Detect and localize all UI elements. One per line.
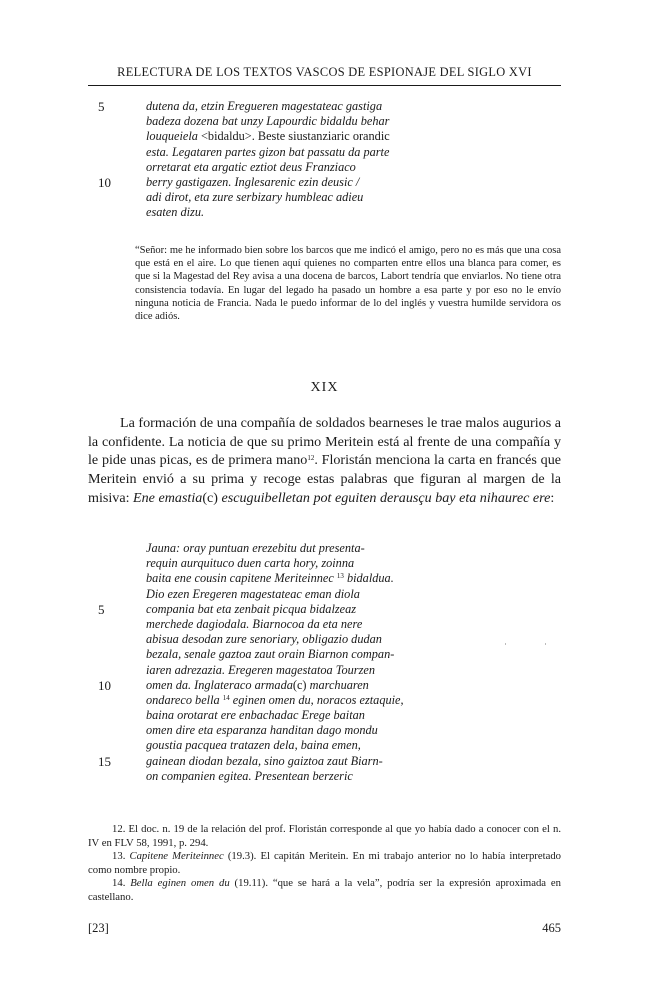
verse-text: merchede dagiodala. Biarnocoa da eta nere <box>146 616 363 631</box>
verse-text: Jauna: oray puntuan erezebitu dut presenta- <box>146 541 365 555</box>
verse-text: gainean diodan bezala, sino gaiztoa zaut Biarn- <box>146 753 383 768</box>
line-number: 15 <box>98 753 111 769</box>
verse-line <box>88 541 561 556</box>
verse-line <box>88 678 561 693</box>
verse-line <box>88 602 561 617</box>
verse-text: compania bat eta zenbait picqua bidalzeaz <box>146 601 357 616</box>
page-number: 465 <box>542 921 561 935</box>
verse-line <box>88 175 561 190</box>
verse-line <box>88 160 561 175</box>
footnote-number: 13. <box>112 850 130 863</box>
line-number: 10 <box>98 677 111 693</box>
footnote <box>88 877 561 904</box>
verse-line <box>88 99 561 114</box>
verse-line <box>88 205 561 220</box>
verse-line <box>88 617 561 632</box>
verse-text: baina orotarat ere enbachadac Erege baitan <box>146 708 365 723</box>
body-paragraph <box>88 414 561 508</box>
scan-speck <box>545 643 546 645</box>
verse-line <box>88 693 561 708</box>
translation-text: “Señor: me he informado bien sobre los barcos que me indicó el amigo, pero no es más que una cosa que está en el aire. Lo que tienen aquí quienes no comparten entre ellos una blanca para comer, es que si la Magestad del Rey avisa a una docena de barcos, Labort tendría que enviarlos. No tiene otra consistencia todavía. En lugar del legado ha pasado un hombre a esa parte y por eso no le envío ninguna noticia de Francia. Nada le puedo informar de lo del inglés y vuestra humilde servidora os dice adiós. <box>135 245 561 323</box>
footnote-number: 14. <box>112 877 131 890</box>
verse-text: badeza dozena bat unzy Lapourdic bidaldu behar <box>146 114 390 129</box>
verse-text: adi dirot, eta zure serbizary humbleac adieu <box>146 190 364 205</box>
verse-line <box>88 190 561 205</box>
verse-line <box>88 556 561 571</box>
body-text: (c) <box>202 489 218 506</box>
verse-text: berry gastigazen. Inglesarenic ezin deusic / <box>146 174 360 189</box>
verse-block-b <box>88 541 561 784</box>
footnote <box>88 850 561 877</box>
footnotes <box>88 823 561 905</box>
footnote-italic: Capitene Meriteinnec <box>129 850 224 863</box>
verse-line <box>88 647 561 662</box>
line-number: 5 <box>98 601 105 617</box>
verse-text-italic: bidaldua. <box>343 571 394 586</box>
verse-line <box>88 738 561 753</box>
verse-text <box>146 678 369 693</box>
body-text: : <box>550 489 555 506</box>
folio-left: [23] <box>88 921 109 935</box>
running-head: RELECTURA DE LOS TEXTOS VASCOS DE ESPIONAJE DEL SIGLO XVI <box>117 65 532 79</box>
verse-line <box>88 663 561 678</box>
line-number: 5 <box>98 99 105 114</box>
verse-text-italic: baita ene cousin capitene Meriteinnec <box>146 571 337 586</box>
verse-line <box>88 587 561 602</box>
section-title: XIX <box>310 380 339 395</box>
footnote-text: (19.3). El capitán Meritein. En mi trabajo anterior no lo había interpretado como nombre propio. <box>88 850 562 876</box>
verse-line <box>88 723 561 738</box>
verse-line <box>88 145 561 160</box>
verse-line <box>88 114 561 129</box>
verse-text: requin aurquituco duen carta hory, zoinna <box>146 556 355 571</box>
verse-text-upright: (c) <box>292 677 307 692</box>
verse-line <box>88 632 561 647</box>
verse-text <box>146 129 390 144</box>
footnote-ref: 12 <box>307 454 315 463</box>
body-italic: escuguibelletan pot eguiten derausçu bay eta nihaurec ere <box>217 489 551 506</box>
header-rule <box>88 85 561 86</box>
verse-line <box>88 769 561 784</box>
verse-text-italic: marchuaren <box>306 677 369 692</box>
verse-text: bezala, senale gaztoa zaut orain Biarnon compan- <box>146 647 395 662</box>
verse-text-italic: ondareco bella <box>146 692 223 707</box>
verse-line <box>88 754 561 769</box>
scan-speck <box>505 643 506 645</box>
body-text: . Floristán menciona la carta en francés que Meritein envió a su prima y recoge estas palabras que figuran al margen de la misiva: <box>88 452 561 506</box>
verse-text: iaren adrezazia. Eregeren magestatoa Tourzen <box>146 662 375 677</box>
body-text: La formación de una compañía de soldados bearneses le trae malos augurios a la confidente. La noticia de que su primo Meritein está al frente de una compañía y le pide unas picas, es de primera mano <box>88 415 561 469</box>
verse-line <box>88 571 561 586</box>
footnote-ref: 14 <box>222 693 230 702</box>
translation-block <box>135 244 561 323</box>
verse-line <box>88 708 561 723</box>
footnote: 12. El doc. n. 19 de la relación del prof. Floristán corresponde al que yo había dado a conocer con el n. IV en FLV 58, 1991, p. 294. <box>88 823 561 849</box>
footnote-ref: 13 <box>336 572 344 581</box>
line-number: 10 <box>98 174 111 190</box>
verse-block-a <box>88 99 561 221</box>
verse-text-upright: <bidaldu>. Beste siustanziaric orandic <box>200 129 390 144</box>
verse-text-italic: omen da. Inglateraco armada <box>146 677 293 692</box>
verse-text: esaten dizu. <box>146 205 205 220</box>
verse-text: orretarat eta argatic eztiot deus Franziaco <box>146 159 356 174</box>
verse-text: esta. Legataren partes gizon bat passatu da parte <box>146 144 390 159</box>
verse-text: dutena da, etzin Eregueren magestateac gastiga <box>146 99 383 113</box>
verse-text: Dio ezen Eregeren magestateac eman diola <box>146 586 360 601</box>
verse-text-italic: eginen omen du, noracos eztaquie, <box>229 692 404 707</box>
verse-text: on companien egitea. Presentean berzeric <box>146 768 353 783</box>
footnote-italic: Bella eginen omen du <box>130 877 230 890</box>
verse-text <box>146 571 394 586</box>
body-italic: Ene emastia <box>133 489 203 506</box>
verse-text <box>146 693 404 708</box>
verse-text: omen dire eta esparanza handitan dago mondu <box>146 723 378 738</box>
verse-line <box>88 129 561 144</box>
verse-text-italic: louqueiela <box>146 129 201 144</box>
paragraph-text <box>88 414 561 508</box>
verse-text: abisua desodan zure senoriary, obligazio dudan <box>146 632 382 647</box>
verse-text: goustia pacquea tratazen dela, baina emen, <box>146 738 361 753</box>
footnote-text: (19.11). “que se hará a la vela”, podría ser la expresión aproximada en castellano. <box>88 877 561 903</box>
